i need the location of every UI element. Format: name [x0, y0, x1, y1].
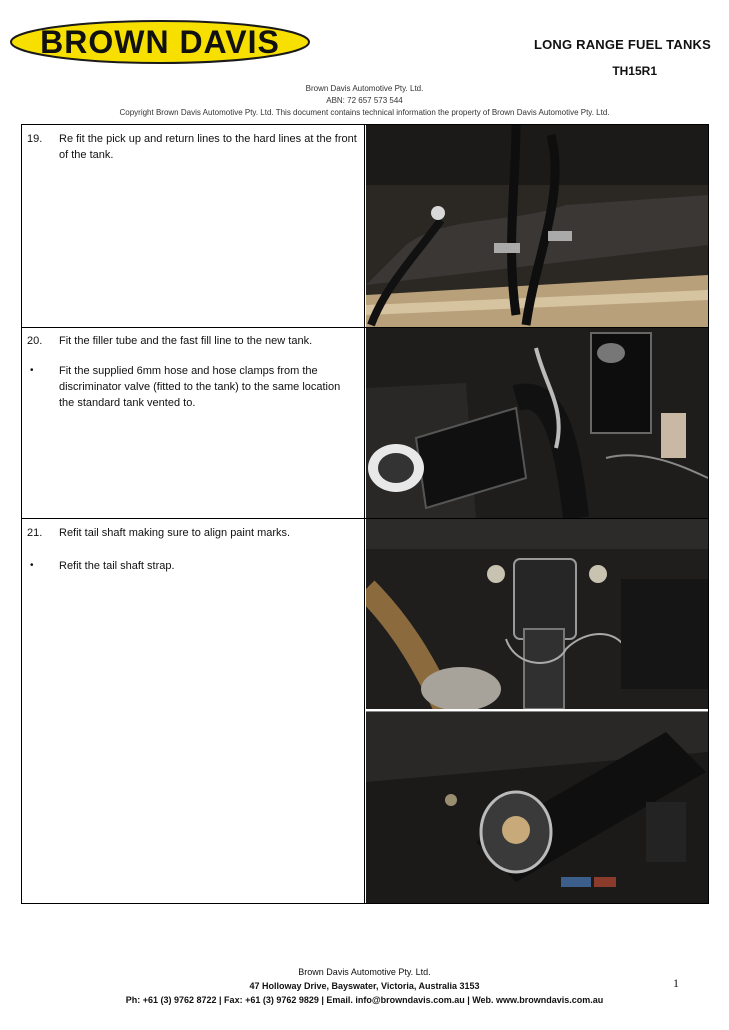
header-copyright: Copyright Brown Davis Automotive Pty. Ltd. This document contains technical information the property of Brown Davis Automotive Pty. Ltd. — [119, 108, 610, 117]
step-19-photo — [366, 125, 708, 327]
brown-davis-logo — [10, 20, 310, 64]
step-instruction: Fit the filler tube and the fast fill line to the new tank. — [59, 335, 313, 347]
step-instruction: Re fit the pick up and return lines to the hard lines at the front of the tank. — [59, 133, 357, 161]
footer-address: 47 Holloway Drive, Bayswater, Victoria, Australia 3153 — [249, 981, 480, 991]
step-number: 21. — [27, 527, 43, 539]
step-20-photo — [366, 328, 708, 518]
bullet-icon: • — [30, 365, 34, 376]
step-row — [22, 328, 708, 519]
step-text-cell — [22, 519, 365, 903]
bullet-text: Fit the supplied 6mm hose and hose clamps from the discriminator valve (fitted to the tank) to the same location the standard tank vented to. — [59, 365, 341, 409]
document-title: LONG RANGE FUEL TANKS — [533, 37, 711, 52]
step-row — [22, 125, 708, 328]
logo-text: BROWN DAVIS — [40, 24, 280, 60]
steps-table — [21, 124, 709, 904]
bullet-icon: • — [30, 560, 34, 571]
footer-company: Brown Davis Automotive Pty. Ltd. — [298, 967, 431, 977]
step-instruction: Refit tail shaft making sure to align paint marks. — [59, 527, 291, 539]
step-number: 19. — [27, 133, 43, 145]
document-code: TH15R1 — [612, 64, 657, 78]
header-company: Brown Davis Automotive Pty. Ltd. — [305, 84, 424, 93]
step-number: 20. — [27, 335, 43, 347]
header-abn: ABN: 72 657 573 544 — [326, 96, 403, 105]
bullet-text: Refit the tail shaft strap. — [59, 560, 175, 572]
step-21-photo-1 — [366, 519, 708, 709]
step-text-cell — [22, 328, 365, 518]
page-number: 1 — [673, 976, 679, 990]
footer-contact: Ph: +61 (3) 9762 8722 | Fax: +61 (3) 9762 9829 | Email. info@browndavis.com.au | Web. www.browndavis.com.au — [125, 995, 604, 1005]
step-21-photo-2 — [366, 711, 708, 903]
step-row — [22, 519, 708, 903]
step-text-cell — [22, 125, 365, 327]
